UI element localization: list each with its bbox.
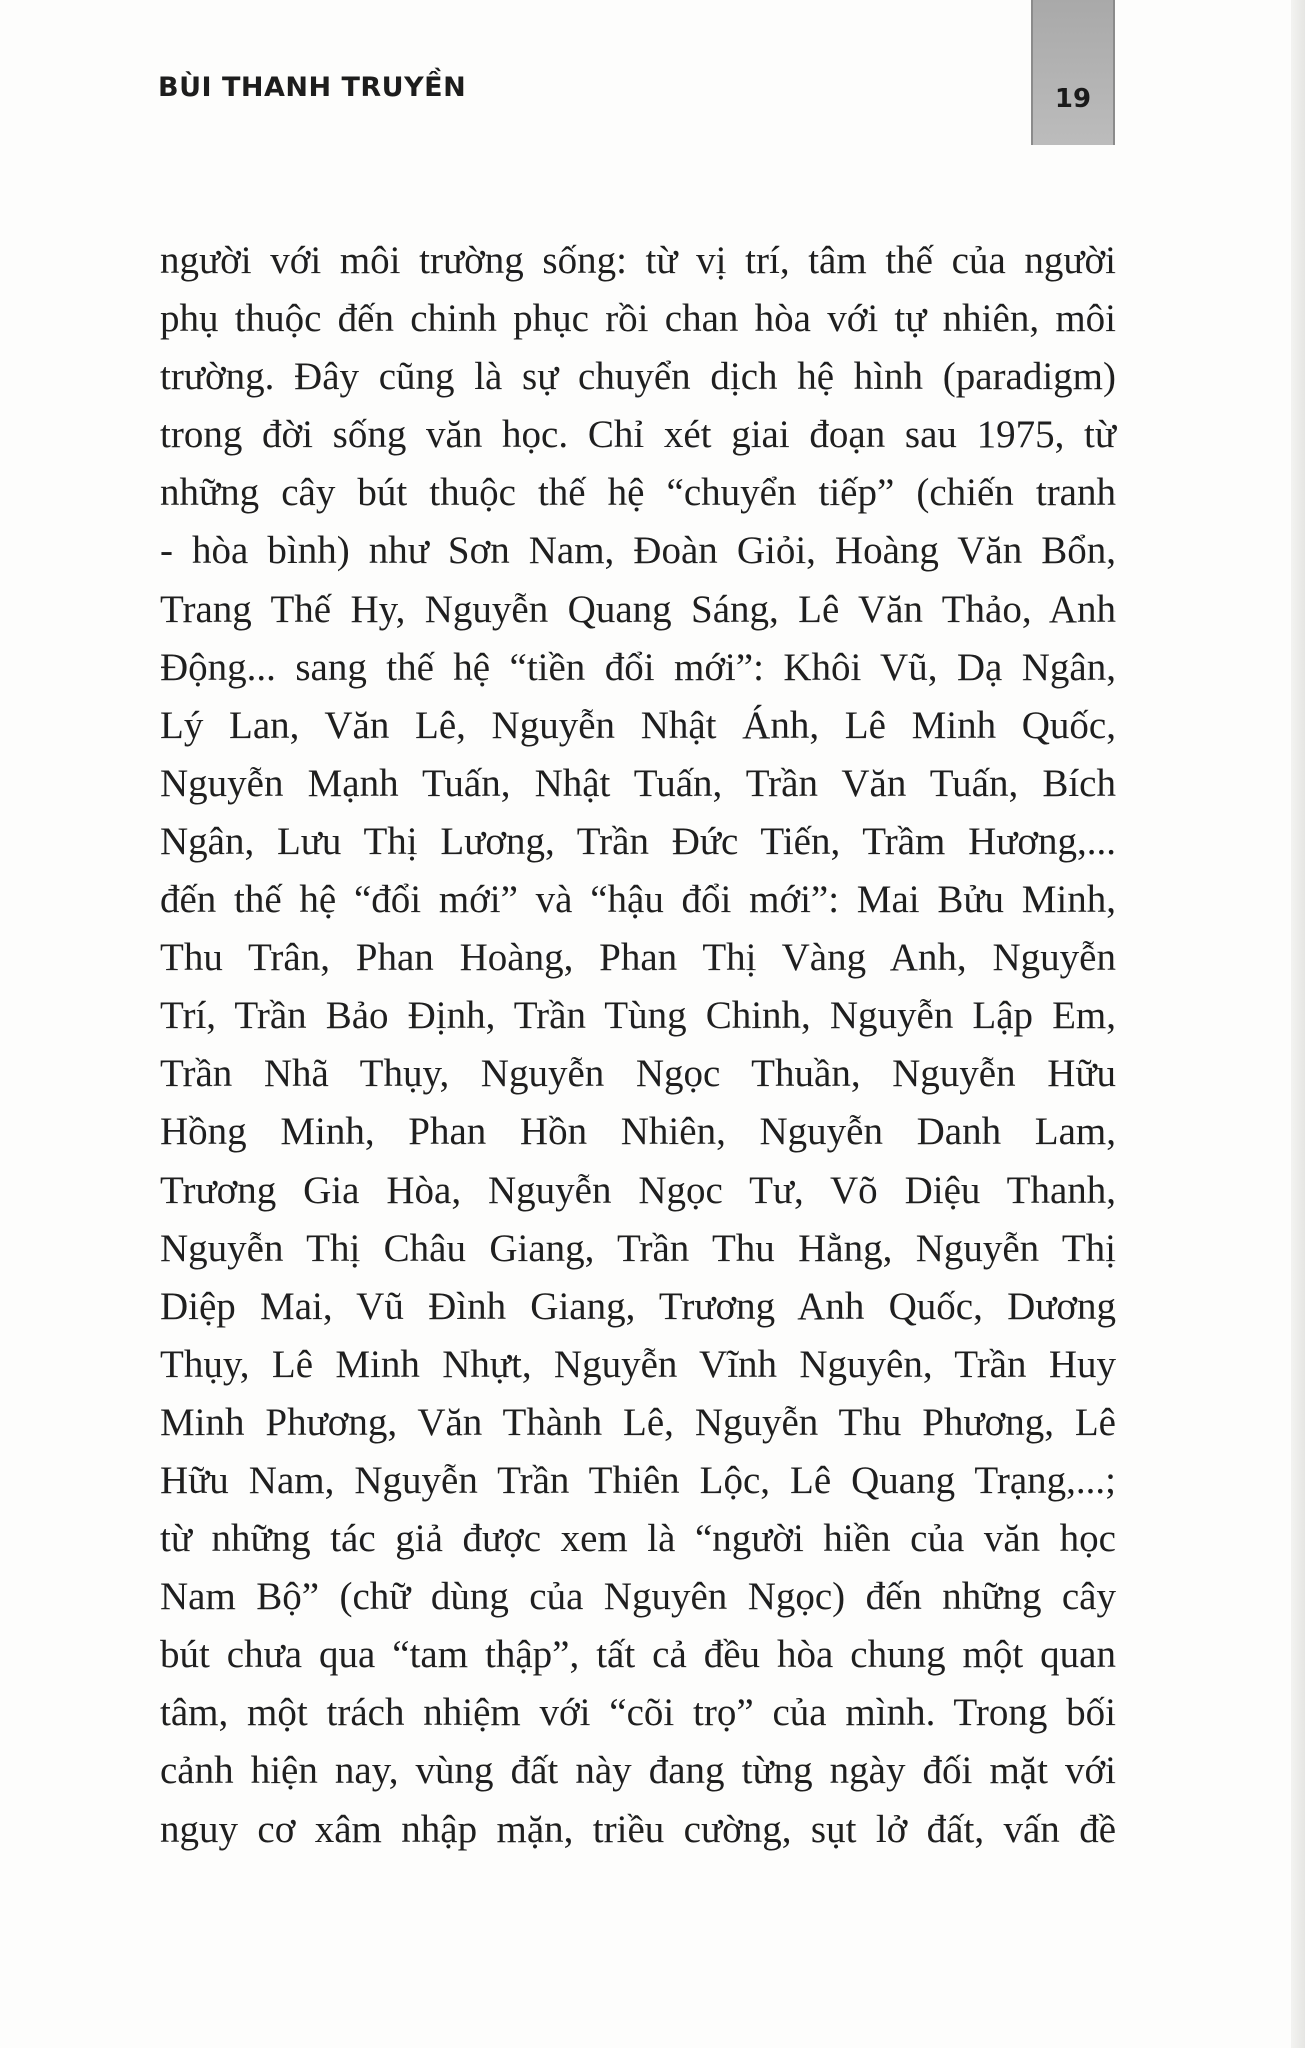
text-line: Trương Gia Hòa, Nguyễn Ngọc Tư, Võ Diệu Thanh,	[160, 1168, 1116, 1212]
text-line: đến thế hệ “đổi mới” và “hậu đổi mới”: Mai Bửu Minh,	[160, 878, 1116, 922]
page-number-tab	[1031, 0, 1115, 145]
text-line: Trí, Trần Bảo Định, Trần Tùng Chinh, Nguyễn Lập Em,	[160, 994, 1116, 1038]
text-line: Minh Phương, Văn Thành Lê, Nguyễn Thu Phương, Lê	[160, 1400, 1116, 1444]
text-line: Thụy, Lê Minh Nhựt, Nguyễn Vĩnh Nguyên, Trần Huy	[160, 1342, 1116, 1386]
text-line: Trần Nhã Thụy, Nguyễn Ngọc Thuần, Nguyễn Hữu	[160, 1052, 1116, 1096]
text-line: người với môi trường sống: từ vị trí, tâm thế của người	[160, 239, 1116, 282]
text-line: Hữu Nam, Nguyễn Trần Thiên Lộc, Lê Quang Trạng,...;	[160, 1458, 1116, 1502]
running-header-author: BÙI THANH TRUYỀN	[158, 72, 467, 103]
text-line: những cây bút thuộc thế hệ “chuyển tiếp” (chiến tranh	[160, 471, 1116, 515]
text-line: Nam Bộ” (chữ dùng của Nguyên Ngọc) đến những cây	[160, 1575, 1116, 1619]
text-line: Hồng Minh, Phan Hồn Nhiên, Nguyễn Danh Lam,	[160, 1110, 1116, 1154]
text-line: Nguyễn Mạnh Tuấn, Nhật Tuấn, Trần Văn Tuấn, Bích	[160, 761, 1116, 805]
text-line: Ngân, Lưu Thị Lương, Trần Đức Tiến, Trầm Hương,...	[160, 819, 1116, 863]
text-line: cảnh hiện nay, vùng đất này đang từng ngày đối mặt với	[160, 1749, 1116, 1793]
text-line: Động... sang thế hệ “tiền đổi mới”: Khôi Vũ, Dạ Ngân,	[160, 645, 1116, 689]
text-line: phụ thuộc đến chinh phục rồi chan hòa với tự nhiên, môi	[160, 297, 1116, 341]
text-line: Nguyễn Thị Châu Giang, Trần Thu Hằng, Nguyễn Thị	[160, 1226, 1116, 1270]
text-line: tâm, một trách nhiệm với “cõi trọ” của mình. Trong bối	[160, 1691, 1116, 1735]
page-number: 19	[1054, 84, 1092, 114]
text-line: bút chưa qua “tam thập”, tất cả đều hòa chung một quan	[160, 1633, 1116, 1677]
text-line: nguy cơ xâm nhập mặn, triều cường, sụt lở đất, vấn đề	[160, 1807, 1116, 1851]
text-line: Thu Trân, Phan Hoàng, Phan Thị Vàng Anh, Nguyễn	[160, 936, 1116, 980]
text-line: trong đời sống văn học. Chỉ xét giai đoạn sau 1975, từ	[160, 413, 1116, 457]
text-line: Lý Lan, Văn Lê, Nguyễn Nhật Ánh, Lê Minh Quốc,	[160, 703, 1116, 747]
scan-edge	[1291, 0, 1305, 2048]
text-line: Diệp Mai, Vũ Đình Giang, Trương Anh Quốc, Dương	[160, 1284, 1116, 1328]
text-line: từ những tác giả được xem là “người hiền của văn học	[160, 1517, 1116, 1561]
text-line: trường. Đây cũng là sự chuyển dịch hệ hình (paradigm)	[160, 355, 1116, 399]
text-line: - hòa bình) như Sơn Nam, Đoàn Giỏi, Hoàng Văn Bổn,	[160, 529, 1116, 573]
text-line: Trang Thế Hy, Nguyễn Quang Sáng, Lê Văn Thảo, Anh	[160, 587, 1116, 631]
body-text	[160, 232, 1116, 1859]
